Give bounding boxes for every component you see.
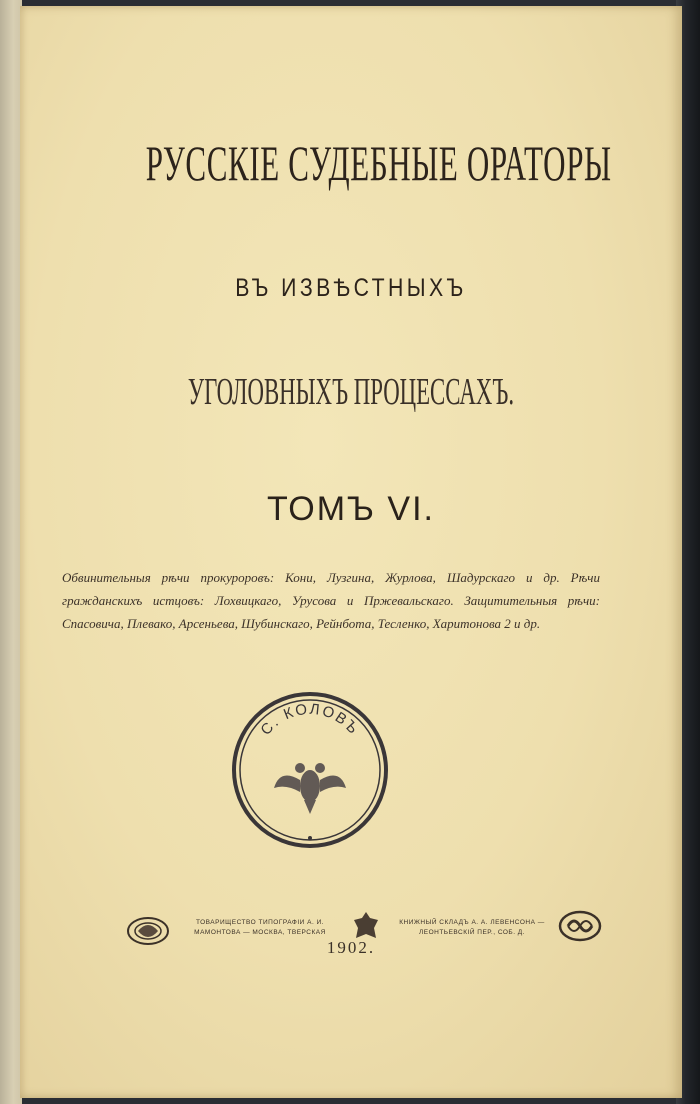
bookseller-name: КНИЖНЫЙ СКЛАДЪ А. А. ЛЕВЕНСОНА — ЛЕОНТЬЕВСКІЙ ПЕР., СОБ. Д.	[399, 919, 545, 936]
title-page	[20, 6, 682, 1098]
volume-number: ТОМЪ VI.	[267, 490, 435, 528]
book-title: РУССКІЕ СУДЕБНЫЕ ОРАТОРЫ	[145, 135, 612, 191]
subtitle-line-2: УГОЛОВНЫХЪ ПРОЦЕССАХЪ.	[187, 371, 515, 413]
publication-year: 1902.	[326, 938, 376, 957]
adjacent-page-edge	[0, 0, 22, 1104]
stamp-owner-name: С. КОЛОВЪ	[257, 700, 363, 739]
printer-name: ТОВАРИЩЕСТВО ТИПОГРАФІИ А. И. МАМОНТОВА — МОСКВА, ТВЕРСКАЯ	[194, 919, 326, 936]
contents-description: Обвинительныя рѣчи прокуроровъ: Кони, Лузгина, Журлова, Шадурскаго и др. Рѣчи гражданскихъ истцовъ: Лохвицкаго, Урусова и Пржевальскаго. Защитительныя рѣчи: Спасовича, Плевако, Арсеньева, Шубинскаго, Рейнбота, Тесленко, Харитонова 2 и др.	[62, 570, 600, 631]
svg-text:С. КОЛОВЪ	[257, 701, 362, 739]
ownership-stamp	[228, 688, 392, 852]
double-headed-eagle-icon	[274, 763, 346, 814]
subtitle-line-1: ВЪ ИЗВѢСТНЫХЪ	[235, 274, 467, 302]
